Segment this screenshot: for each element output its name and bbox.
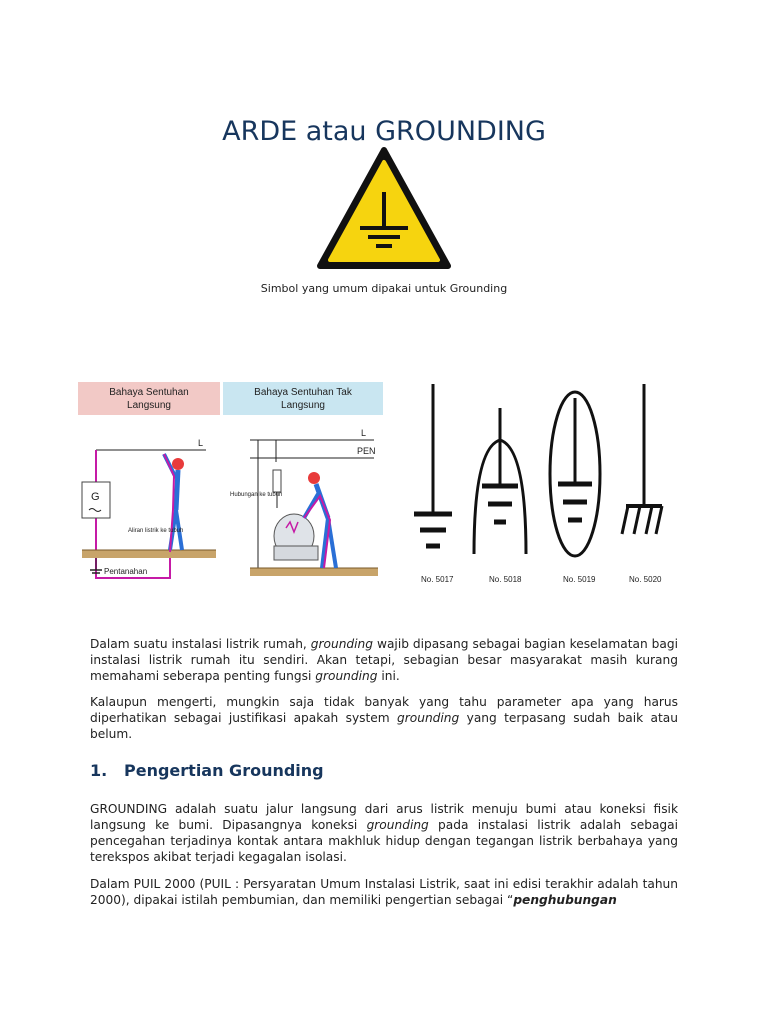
label-l: L (198, 438, 204, 448)
panel-left-title: Bahaya Sentuhan Langsung (109, 387, 189, 411)
panel-right-title: Bahaya Sentuhan Tak Langsung (254, 387, 352, 411)
paragraph-puil: Dalam PUIL 2000 (PUIL : Persyaratan Umum Instalasi Listrik, saat ini edisi terakhir adalah tahun 2000), dipakai istilah pembumian, dan memiliki pengertian sebagai “penghubungan (90, 877, 678, 907)
svg-text:Hubungan ke tubuh (230, 492, 282, 498)
page-title: ARDE atau GROUNDING (222, 116, 546, 148)
indirect-contact-illustration (230, 428, 378, 576)
label-pen: PEN (357, 446, 376, 456)
label-generator: G (91, 491, 100, 503)
symbol-label-5019: No. 5019 (563, 575, 596, 584)
section-heading: 1. Pengertian Grounding (90, 761, 324, 780)
grounding-diagram (78, 378, 690, 600)
image-caption: Simbol yang umum dipakai untuk Grounding (260, 282, 508, 295)
ground-warning-sign-icon (316, 146, 452, 272)
paragraph-parameter: Kalaupun mengerti, mungkin saja tidak banyak yang tahu parameter apa yang harus diperhatikan sebagai justifikasi apakah system grounding yang terpasang sudah baik atau belum. (90, 695, 678, 741)
label-hubungan: Hubungan ke tubuh (230, 492, 283, 498)
ground-symbol-5018 (474, 408, 526, 584)
symbol-label-5017: No. 5017 (421, 575, 454, 584)
symbol-label-5018: No. 5018 (489, 575, 522, 584)
label-l-right: L (361, 428, 367, 438)
paragraph-intro: Dalam suatu instalasi listrik rumah, grounding wajib dipasang sebagai bagian keselamatan bagi instalasi listrik rumah itu sendiri. Akan tetapi, sebagian besar masyarakat masih kurang memahami seberapa penting fungsi grounding ini. (90, 637, 678, 683)
ground-symbol-5020 (622, 384, 662, 584)
label-pentanahan: Pentanahan (104, 567, 148, 576)
ground-symbol-5019 (550, 392, 600, 584)
label-aliran: Aliran listrik ke tubuh (128, 528, 184, 534)
ground-symbol-5017 (414, 384, 454, 584)
paragraph-definition: GROUNDING adalah suatu jalur langsung dari arus listrik menuju bumi atau koneksi fisik langsung ke bumi. Dipasangnya koneksi grounding pada instalasi listrik adalah sebagai pencegahan terjadinya kontak antara makhluk hidup dengan tegangan listrik berbahaya yang terekspos akibat terjadi kegagalan isolasi. (90, 802, 678, 864)
symbol-label-5020: No. 5020 (629, 575, 662, 584)
direct-contact-illustration (82, 438, 216, 578)
svg-text:Aliran listrik ke tubuh (128, 528, 183, 534)
